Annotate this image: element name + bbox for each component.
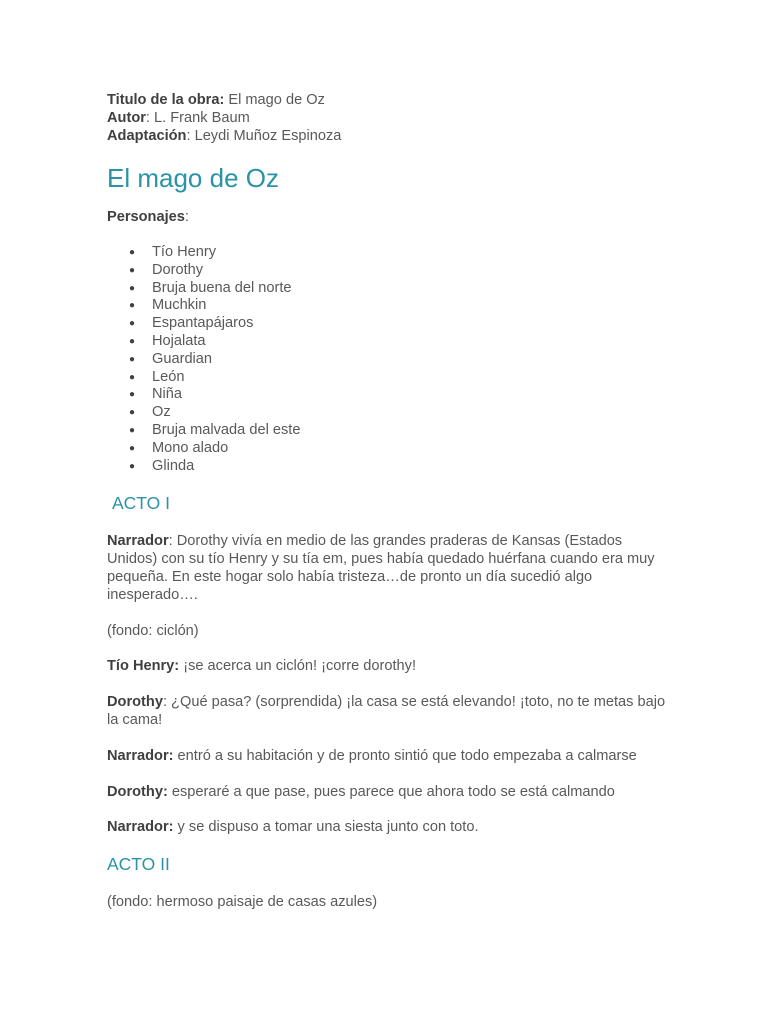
document-page <box>107 91 667 912</box>
list-item-text: Oz <box>152 404 171 421</box>
stage-direction-text: (fondo: hermoso paisaje de casas azules) <box>107 894 378 911</box>
narration-paragraph <box>107 533 667 604</box>
list-item-text: León <box>152 368 185 385</box>
dialogue-text: ¡se acerca un ciclón! ¡corre dorothy! <box>183 658 417 675</box>
act-two-heading: ACTO II <box>107 854 170 875</box>
work-title-value: El mago de Oz <box>224 92 325 108</box>
dialogue-paragraph <box>107 658 667 676</box>
bullet-icon: ● <box>129 407 136 419</box>
adaptation-label: Adaptación <box>107 128 187 144</box>
narration-paragraph <box>107 748 667 766</box>
work-title-label: Titulo de la obra: <box>107 92 225 108</box>
characters-list <box>107 244 667 475</box>
list-item-text: Hojalata <box>152 332 206 349</box>
dialogue-paragraph <box>107 694 667 730</box>
list-item <box>107 262 667 280</box>
work-title-line <box>107 91 667 109</box>
list-item-text: Dorothy <box>152 261 204 278</box>
speaker-label: Dorothy <box>107 694 163 711</box>
list-item-text: Bruja buena del norte <box>152 279 292 296</box>
list-item <box>107 404 667 422</box>
bullet-icon: ● <box>129 460 136 472</box>
speaker-label: Dorothy: <box>107 783 168 800</box>
list-item <box>107 315 667 333</box>
dialogue-text: : Dorothy vivía en medio de las grandes praderas de Kansas (Estados Unidos) con su tío Henry y su tía em, pues había quedado huérfana cuando era muy pequeña. En este hogar solo había tristeza…de pronto un día sucedió algo inesperado…. <box>107 533 655 603</box>
list-item <box>107 369 667 387</box>
stage-direction <box>107 623 667 641</box>
bullet-icon: ● <box>129 442 136 454</box>
bullet-icon: ● <box>129 300 136 312</box>
list-item <box>107 440 667 458</box>
dialogue-text: : ¿Qué pasa? (sorprendida) ¡la casa se está elevando! ¡toto, no te metas bajo la cama! <box>107 694 666 728</box>
list-item-text: Niña <box>152 386 183 403</box>
list-item <box>107 422 667 440</box>
list-item-text: Guardian <box>152 350 213 367</box>
list-item <box>107 280 667 298</box>
list-item <box>107 297 667 315</box>
author-label: Autor <box>107 110 146 126</box>
bullet-icon: ● <box>129 282 136 294</box>
bullet-icon: ● <box>129 264 136 276</box>
bullet-icon: ● <box>129 247 136 258</box>
list-item <box>107 386 667 404</box>
list-item-text: Bruja malvada del este <box>152 421 301 438</box>
list-item-text: Glinda <box>152 457 195 474</box>
list-item-text: Tío Henry <box>152 244 217 260</box>
narration-paragraph <box>107 819 667 837</box>
dialogue-text: entró a su habitación y de pronto sintió que todo empezaba a calmarse <box>173 747 637 764</box>
speaker-label: Narrador: <box>107 747 174 764</box>
list-item <box>107 333 667 351</box>
speaker-label: Narrador <box>107 533 169 550</box>
list-item-text: Muchkin <box>152 297 207 314</box>
list-item <box>107 351 667 369</box>
dialogue-paragraph <box>107 784 667 802</box>
bullet-icon: ● <box>129 389 136 401</box>
adaptation-line <box>107 127 667 145</box>
stage-direction <box>107 894 667 912</box>
list-item <box>107 458 667 476</box>
characters-label: Personajes <box>107 209 185 225</box>
dialogue-text: y se dispuso a tomar una siesta junto con toto. <box>173 819 479 836</box>
speaker-label: Tío Henry: <box>107 658 184 675</box>
characters-colon: : <box>184 209 189 225</box>
adaptation-value: : Leydi Muñoz Espinoza <box>186 128 342 144</box>
list-item-text: Mono alado <box>152 439 229 456</box>
list-item <box>107 244 667 262</box>
bullet-icon: ● <box>129 353 136 365</box>
stage-direction-text: (fondo: ciclón) <box>107 622 199 639</box>
characters-label-line <box>107 208 667 226</box>
bullet-icon: ● <box>129 318 136 330</box>
list-item-text: Espantapájaros <box>152 315 254 332</box>
author-line <box>107 109 667 127</box>
act-one-heading: ACTO I <box>112 493 171 514</box>
speaker-label: Narrador: <box>107 819 174 836</box>
bullet-icon: ● <box>129 424 136 436</box>
dialogue-text: esperaré a que pase, pues parece que ahora todo se está calmando <box>167 783 615 800</box>
bullet-icon: ● <box>129 371 136 383</box>
author-value: : L. Frank Baum <box>145 110 250 126</box>
document-heading: El mago de Oz <box>107 163 279 193</box>
bullet-icon: ● <box>129 335 136 347</box>
